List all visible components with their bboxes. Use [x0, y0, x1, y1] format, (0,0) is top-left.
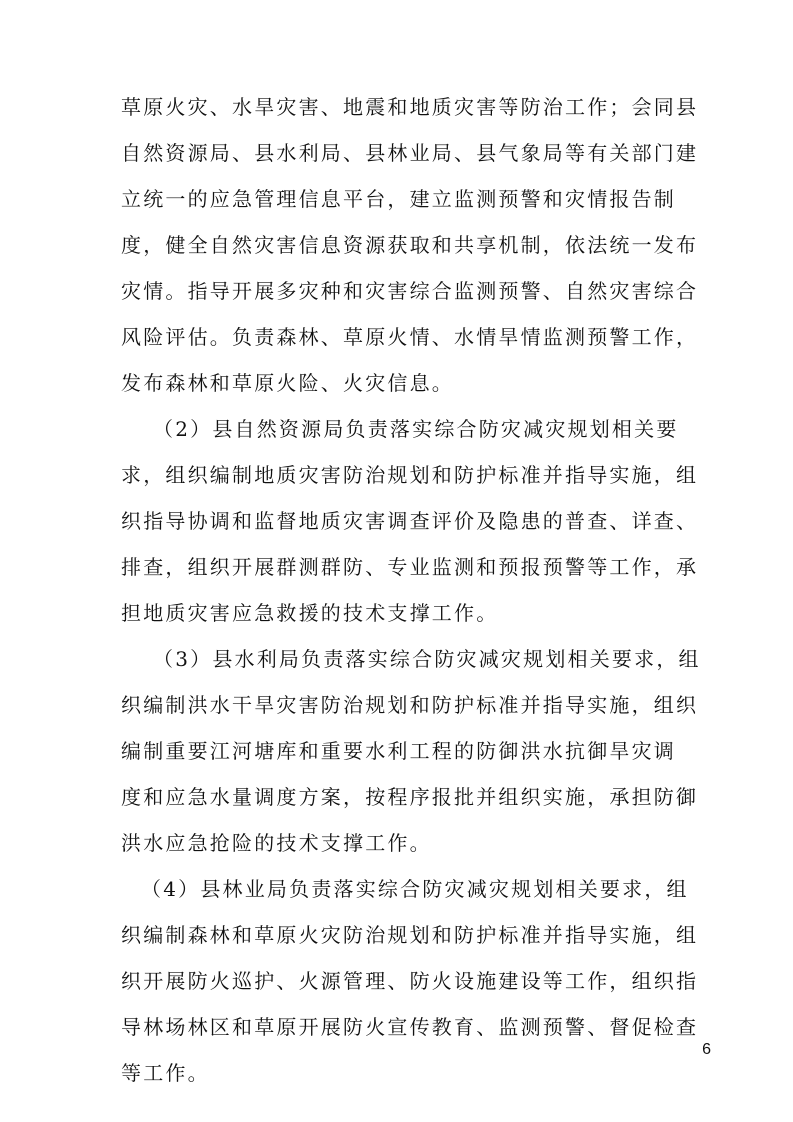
text-line: 立统一的应急管理信息平台，建立监测预警和灾情报告制	[121, 187, 676, 211]
text-line: 编制重要江河塘库和重要水利工程的防御洪水抗御旱灾调	[121, 739, 676, 763]
text-line: （2）县自然资源局负责落实综合防灾减灾规划相关要	[153, 417, 679, 441]
text-line: （3）县水利局负责落实综合防灾减灾规划相关要求，组	[153, 647, 701, 671]
text-line: 自然资源局、县水利局、县林业局、县气象局等有关部门建	[121, 141, 699, 165]
text-line: 度和应急水量调度方案，按程序报批并组织实施，承担防御	[121, 785, 699, 809]
text-line: 发布森林和草原火险、火灾信息。	[121, 371, 454, 395]
text-line: 织编制洪水干旱灾害防治规划和防护标准并指导实施，组织	[121, 693, 699, 717]
text-line: 洪水应急抢险的技术支撑工作。	[121, 831, 432, 855]
text-line: 灾情。指导开展多灾种和灾害综合监测预警、自然灾害综合	[121, 279, 699, 303]
text-line: 排查，组织开展群测群防、专业监测和预报预警等工作，承	[121, 555, 699, 579]
text-line: 等工作。	[121, 1061, 210, 1085]
text-line: 织开展防火巡护、火源管理、防火设施建设等工作，组织指	[121, 969, 699, 993]
text-line: 风险评估。负责森林、草原火情、水情旱情监测预警工作，	[121, 325, 699, 349]
text-line: 求，组织编制地质灾害防治规划和防护标准并指导实施，组	[121, 463, 699, 487]
text-line: 织指导协调和监督地质灾害调查评价及隐患的普查、详查、	[121, 509, 699, 533]
text-line: 度，健全自然灾害信息资源获取和共享机制，依法统一发布	[121, 233, 699, 257]
page-number: 6	[702, 1041, 711, 1058]
text-line: 织编制森林和草原火灾防治规划和防护标准并指导实施，组	[121, 923, 699, 947]
text-line: 担地质灾害应急救援的技术支撑工作。	[121, 601, 499, 625]
text-line: （4）县林业局负责落实综合防灾减灾规划相关要求，组	[141, 877, 689, 901]
text-line: 草原火灾、水旱灾害、地震和地质灾害等防治工作；会同县	[121, 95, 699, 119]
text-line: 导林场林区和草原开展防火宣传教育、监测预警、督促检查	[121, 1015, 699, 1039]
body-text	[121, 94, 701, 1106]
